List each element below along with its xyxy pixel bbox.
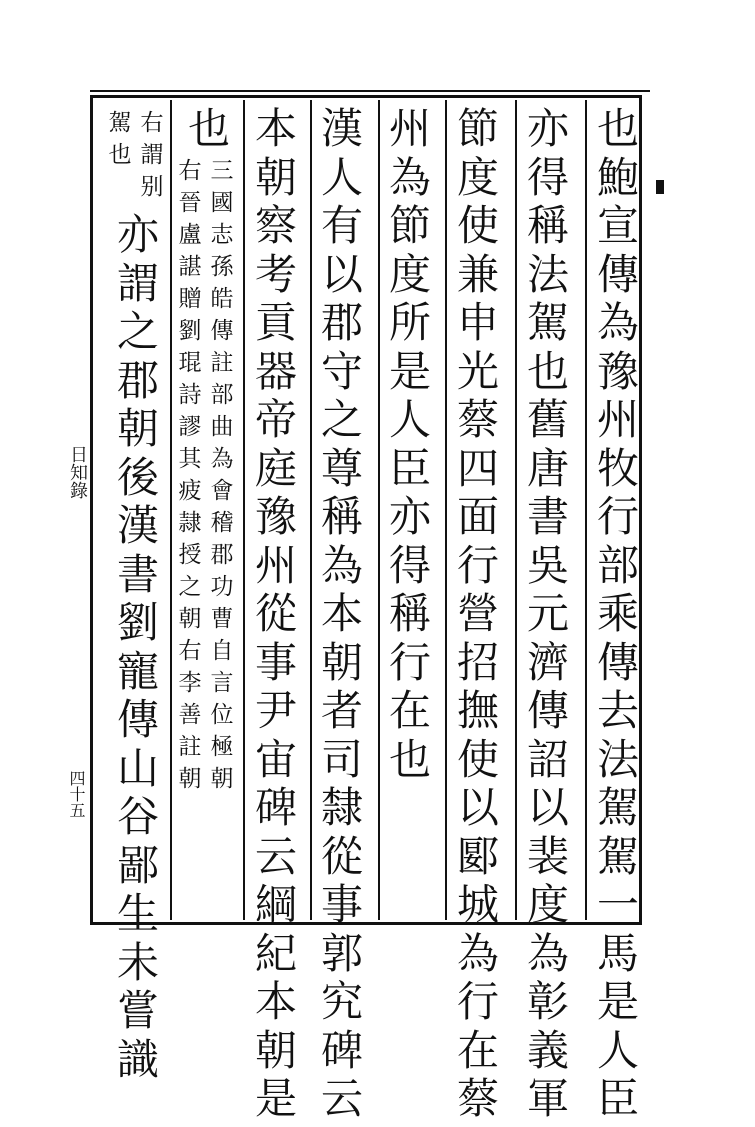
glyph: 本 bbox=[254, 104, 297, 153]
glyph: 從 bbox=[254, 589, 297, 638]
glyph: 宣 bbox=[596, 201, 639, 250]
glyph: 在 bbox=[388, 686, 431, 735]
glyph: 使 bbox=[456, 734, 499, 784]
glyph: 臣 bbox=[596, 1074, 639, 1123]
glyph: 以 bbox=[320, 249, 363, 299]
glyph: 事 bbox=[254, 637, 297, 687]
note-glyph: 疲 bbox=[178, 478, 202, 504]
glyph: 事 bbox=[320, 880, 363, 929]
column-rule bbox=[170, 100, 172, 920]
glyph: 有 bbox=[320, 201, 363, 250]
glyph: 臣 bbox=[388, 443, 431, 493]
glyph: 蔡 bbox=[456, 1074, 499, 1123]
glyph: 為 bbox=[456, 928, 499, 978]
glyph: 城 bbox=[456, 880, 499, 929]
glyph: 傳 bbox=[116, 695, 159, 744]
glyph: 駕 bbox=[596, 831, 639, 881]
glyph: 貢 bbox=[254, 298, 297, 347]
margin-folio: 四十五 bbox=[67, 770, 86, 818]
glyph: 漢 bbox=[116, 501, 159, 550]
glyph: 駕 bbox=[526, 298, 569, 347]
glyph: 亦 bbox=[526, 104, 569, 153]
glyph: 為 bbox=[596, 298, 639, 347]
note-glyph: 功 bbox=[210, 574, 234, 600]
note-glyph: 皓 bbox=[210, 286, 234, 312]
glyph: 山 bbox=[116, 743, 159, 793]
frame-top-rule bbox=[90, 90, 650, 92]
glyph: 是 bbox=[254, 1074, 297, 1123]
note-glyph: 隷 bbox=[178, 510, 202, 536]
glyph: 碑 bbox=[254, 783, 297, 832]
glyph: 招 bbox=[456, 637, 499, 687]
text-column-2 bbox=[522, 104, 574, 1127]
text-column-5 bbox=[316, 104, 368, 1127]
glyph: 度 bbox=[526, 880, 569, 929]
glyph: 部 bbox=[596, 540, 639, 590]
glyph: 一 bbox=[596, 880, 639, 929]
glyph: 申 bbox=[456, 298, 499, 347]
glyph: 去 bbox=[596, 686, 639, 735]
note-glyph: 授 bbox=[178, 542, 202, 568]
text-column-6 bbox=[250, 104, 302, 1127]
note-glyph: 曹 bbox=[210, 606, 234, 632]
glyph: 郡 bbox=[116, 355, 159, 405]
column-rule bbox=[243, 100, 245, 920]
glyph: 稱 bbox=[320, 492, 363, 541]
note-glyph: 右 bbox=[178, 638, 202, 664]
glyph: 乘 bbox=[596, 589, 639, 638]
note-glyph: 朝 bbox=[210, 766, 234, 792]
note-glyph: 極 bbox=[210, 734, 234, 760]
glyph: 吳 bbox=[526, 540, 569, 590]
glyph: 是 bbox=[388, 346, 431, 396]
glyph: 從 bbox=[320, 831, 363, 881]
glyph: 帝 bbox=[254, 395, 297, 444]
note-glyph: 詩 bbox=[178, 382, 202, 408]
glyph: 究 bbox=[320, 977, 363, 1026]
glyph: 漢 bbox=[320, 104, 363, 153]
glyph: 四 bbox=[456, 443, 499, 493]
glyph: 傳 bbox=[596, 637, 639, 687]
glyph: 云 bbox=[254, 831, 297, 881]
glyph: 度 bbox=[456, 152, 499, 202]
glyph: 為 bbox=[388, 152, 431, 202]
glyph: 營 bbox=[456, 589, 499, 638]
glyph: 鮑 bbox=[596, 152, 639, 202]
note-glyph: 部 bbox=[210, 382, 234, 408]
text-column-1 bbox=[592, 104, 644, 1127]
note-glyph: 註 bbox=[210, 350, 234, 376]
glyph: 義 bbox=[526, 1025, 569, 1075]
glyph: 後 bbox=[116, 452, 159, 502]
glyph: 者 bbox=[320, 686, 363, 735]
note-glyph: 志 bbox=[210, 222, 234, 248]
glyph: 守 bbox=[320, 346, 363, 396]
note-glyph: 位 bbox=[210, 702, 234, 728]
glyph: 傳 bbox=[596, 249, 639, 299]
glyph: 度 bbox=[388, 249, 431, 299]
glyph: 未 bbox=[116, 937, 159, 987]
glyph: 行 bbox=[388, 637, 431, 687]
glyph: 生 bbox=[116, 889, 159, 938]
glyph: 以 bbox=[456, 783, 499, 832]
glyph: 亦 bbox=[388, 492, 431, 541]
glyph: 谷 bbox=[116, 792, 159, 841]
glyph: 云 bbox=[320, 1074, 363, 1123]
note-glyph: 謬 bbox=[178, 414, 202, 440]
note-glyph: 盧 bbox=[178, 222, 202, 248]
glyph: 寵 bbox=[116, 646, 159, 696]
note-glyph: 國 bbox=[210, 190, 234, 216]
glyph: 州 bbox=[596, 395, 639, 444]
glyph: 尹 bbox=[254, 686, 297, 735]
note-column-8b bbox=[106, 112, 134, 176]
note-glyph: 稽 bbox=[210, 510, 234, 536]
glyph: 州 bbox=[254, 540, 297, 590]
glyph: 牧 bbox=[596, 443, 639, 493]
glyph: 在 bbox=[456, 1025, 499, 1075]
glyph: 所 bbox=[388, 298, 431, 347]
glyph: 郭 bbox=[320, 928, 363, 978]
note-glyph: 右 bbox=[178, 158, 202, 184]
glyph: 也 bbox=[526, 346, 569, 396]
note-glyph: 之 bbox=[178, 574, 202, 600]
note-glyph: 郡 bbox=[210, 542, 234, 568]
glyph: 之 bbox=[320, 395, 363, 444]
text-column-8-main bbox=[112, 210, 164, 1087]
glyph: 唐 bbox=[526, 443, 569, 493]
text-column-4 bbox=[384, 104, 436, 787]
note-glyph: 言 bbox=[210, 670, 234, 696]
note-glyph: 註 bbox=[178, 734, 202, 760]
glyph: 郡 bbox=[320, 298, 363, 347]
text-column-7-head bbox=[183, 104, 235, 157]
text-column-3 bbox=[452, 104, 504, 1127]
glyph: 兼 bbox=[456, 249, 499, 299]
glyph: 使 bbox=[456, 201, 499, 250]
note-column-8a bbox=[138, 112, 166, 208]
note-glyph: 自 bbox=[210, 638, 234, 664]
note-glyph: 孫 bbox=[210, 254, 234, 280]
glyph: 人 bbox=[596, 1025, 639, 1075]
glyph: 隸 bbox=[320, 783, 363, 832]
glyph: 蔡 bbox=[456, 395, 499, 444]
glyph: 考 bbox=[254, 249, 297, 299]
glyph: 宙 bbox=[254, 734, 297, 784]
note-column-7b bbox=[176, 160, 204, 800]
glyph: 朝 bbox=[254, 152, 297, 202]
glyph: 郾 bbox=[456, 831, 499, 881]
glyph: 彰 bbox=[526, 977, 569, 1026]
note-glyph: 其 bbox=[178, 446, 202, 472]
glyph: 人 bbox=[388, 395, 431, 444]
glyph: 本 bbox=[254, 977, 297, 1026]
glyph: 光 bbox=[456, 346, 499, 396]
glyph: 書 bbox=[526, 492, 569, 541]
note-glyph: 朝 bbox=[178, 606, 202, 632]
note-glyph: 曲 bbox=[210, 414, 234, 440]
glyph: 稱 bbox=[526, 201, 569, 250]
glyph: 尊 bbox=[320, 443, 363, 493]
note-glyph: 李 bbox=[178, 670, 202, 696]
glyph: 行 bbox=[456, 977, 499, 1026]
glyph: 也 bbox=[187, 104, 230, 153]
column-rule bbox=[515, 100, 517, 920]
note-glyph: 三 bbox=[210, 158, 234, 184]
glyph: 濟 bbox=[526, 637, 569, 687]
fish-tail-mark bbox=[656, 180, 664, 194]
glyph: 州 bbox=[388, 104, 431, 153]
glyph: 詔 bbox=[526, 734, 569, 784]
note-glyph: 駕 bbox=[108, 110, 132, 136]
glyph: 之 bbox=[116, 307, 159, 356]
glyph: 人 bbox=[320, 152, 363, 202]
note-glyph: 為 bbox=[210, 446, 234, 472]
glyph: 行 bbox=[456, 540, 499, 590]
note-glyph: 贈 bbox=[178, 286, 202, 312]
glyph: 以 bbox=[526, 783, 569, 832]
glyph: 駕 bbox=[596, 783, 639, 832]
glyph: 法 bbox=[526, 249, 569, 299]
glyph: 元 bbox=[526, 589, 569, 638]
margin-book-title: 日知錄 bbox=[67, 445, 88, 499]
glyph: 識 bbox=[116, 1034, 159, 1084]
glyph: 為 bbox=[320, 540, 363, 590]
glyph: 書 bbox=[116, 549, 159, 599]
glyph: 紀 bbox=[254, 928, 297, 978]
glyph: 法 bbox=[596, 734, 639, 784]
note-glyph: 琨 bbox=[178, 350, 202, 376]
glyph: 節 bbox=[456, 104, 499, 153]
note-glyph: 别 bbox=[140, 174, 164, 200]
glyph: 庭 bbox=[254, 443, 297, 493]
note-column-7a bbox=[208, 160, 236, 800]
glyph: 朝 bbox=[320, 637, 363, 687]
glyph: 裴 bbox=[526, 831, 569, 881]
note-glyph: 劉 bbox=[178, 318, 202, 344]
glyph: 嘗 bbox=[116, 986, 159, 1035]
note-glyph: 右 bbox=[140, 110, 164, 136]
column-rule bbox=[378, 100, 380, 920]
glyph: 面 bbox=[456, 492, 499, 541]
glyph: 劉 bbox=[116, 598, 159, 647]
column-rule bbox=[445, 100, 447, 920]
glyph: 節 bbox=[388, 201, 431, 250]
glyph: 器 bbox=[254, 346, 297, 396]
glyph: 也 bbox=[596, 104, 639, 153]
glyph: 舊 bbox=[526, 395, 569, 444]
glyph: 撫 bbox=[456, 686, 499, 735]
glyph: 察 bbox=[254, 201, 297, 250]
glyph: 傳 bbox=[526, 686, 569, 735]
note-glyph: 謂 bbox=[140, 142, 164, 168]
note-glyph: 朝 bbox=[178, 766, 202, 792]
note-glyph: 諶 bbox=[178, 254, 202, 280]
glyph: 本 bbox=[320, 589, 363, 638]
note-glyph: 也 bbox=[108, 142, 132, 168]
glyph: 鄙 bbox=[116, 840, 159, 890]
glyph: 朝 bbox=[254, 1025, 297, 1075]
glyph: 謂 bbox=[116, 258, 159, 308]
note-glyph: 善 bbox=[178, 702, 202, 728]
glyph: 豫 bbox=[596, 346, 639, 396]
glyph: 豫 bbox=[254, 492, 297, 541]
glyph: 朝 bbox=[116, 404, 159, 453]
glyph: 綱 bbox=[254, 880, 297, 929]
glyph: 得 bbox=[526, 152, 569, 202]
glyph: 也 bbox=[388, 734, 431, 784]
glyph: 為 bbox=[526, 928, 569, 978]
glyph: 軍 bbox=[526, 1074, 569, 1123]
glyph: 是 bbox=[596, 977, 639, 1026]
glyph: 馬 bbox=[596, 928, 639, 978]
glyph: 司 bbox=[320, 734, 363, 784]
note-glyph: 傳 bbox=[210, 318, 234, 344]
note-glyph: 會 bbox=[210, 478, 234, 504]
glyph: 稱 bbox=[388, 589, 431, 638]
glyph: 亦 bbox=[116, 210, 159, 259]
note-glyph: 晉 bbox=[178, 190, 202, 216]
glyph: 得 bbox=[388, 540, 431, 590]
column-rule bbox=[310, 100, 312, 920]
glyph: 行 bbox=[596, 492, 639, 541]
glyph: 碑 bbox=[320, 1025, 363, 1075]
column-rule bbox=[585, 100, 587, 920]
